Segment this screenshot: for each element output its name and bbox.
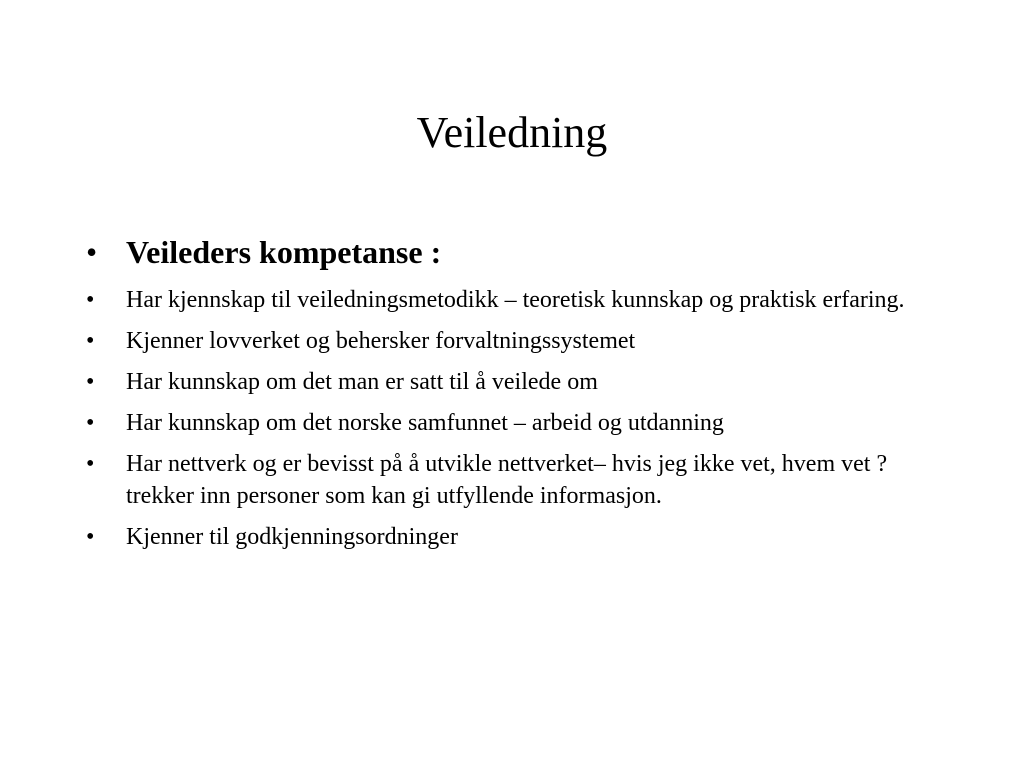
bullet-text: Har kunnskap om det man er satt til å veilede om xyxy=(126,369,598,395)
bullet-dot-icon: • xyxy=(86,328,95,354)
bullet-text: Kjenner lovverket og behersker forvaltningssystemet xyxy=(126,328,636,354)
bullet-text: Har nettverk og er bevisst på å utvikle nettverket– hvis jeg ikke vet, hvem vet ? trekker inn personer som kan gi utfyllende informasjon. xyxy=(126,451,888,509)
slide-title: Veiledning xyxy=(416,108,608,157)
bullet-list xyxy=(86,232,906,562)
bullet-item-heading xyxy=(86,232,906,272)
bullet-item xyxy=(86,448,906,512)
bullet-dot-icon: • xyxy=(86,234,98,270)
bullet-dot-icon: • xyxy=(86,451,95,477)
bullet-text: Har kjennskap til veiledningsmetodikk – teoretisk kunnskap og praktisk erfaring. xyxy=(126,287,905,313)
bullet-dot-icon: • xyxy=(86,287,95,313)
bullet-dot-icon: • xyxy=(86,524,95,550)
bullet-text: Kjenner til godkjenningsordninger xyxy=(126,524,458,550)
bullet-item xyxy=(86,407,906,439)
bullet-dot-icon: • xyxy=(86,410,95,436)
bullet-item xyxy=(86,366,906,398)
bullet-item xyxy=(86,325,906,357)
bullet-item xyxy=(86,284,906,316)
bullet-text: Har kunnskap om det norske samfunnet – arbeid og utdanning xyxy=(126,410,724,436)
bullet-text: Veileders kompetanse : xyxy=(126,234,442,270)
bullet-item xyxy=(86,521,906,553)
bullet-dot-icon: • xyxy=(86,369,95,395)
